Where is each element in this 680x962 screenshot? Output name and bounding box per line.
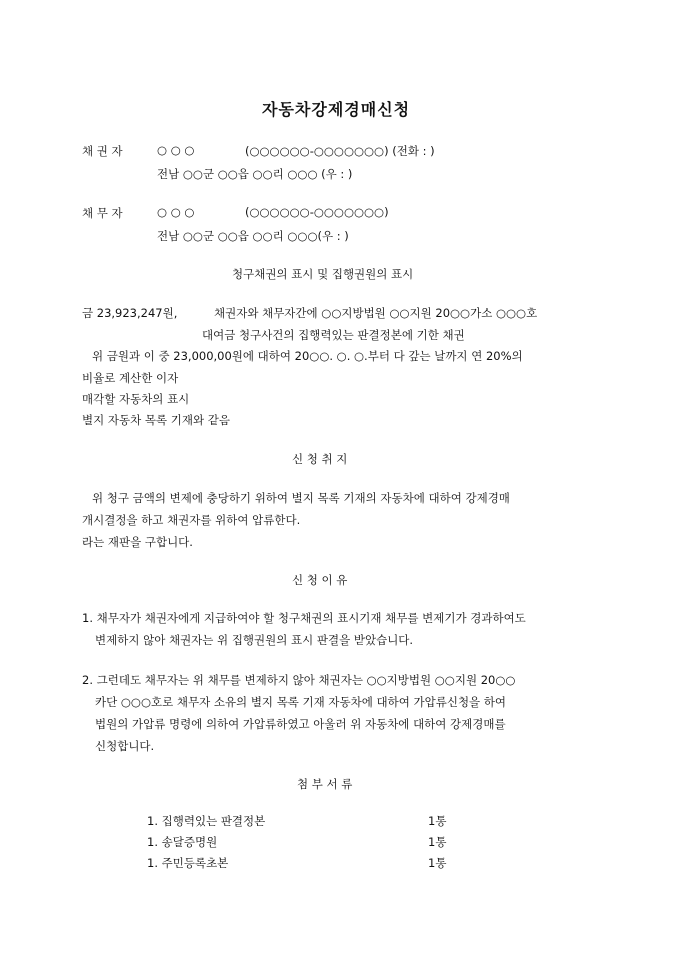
reason-item-1-line-2: 변제하지 않아 채권자는 위 집행권원의 표시 판결을 받았습니다. [95,633,414,647]
claim-amount: 금 23,923,247원, [82,306,178,320]
debtor-address: 전남 ○○군 ○○읍 ○○리 ○○○(우 : ) [157,229,349,243]
reason-heading: 신 청 이 유 [292,573,348,587]
attachment-item-count: 1통 [428,814,447,828]
vehicle-heading: 매각할 자동차의 표시 [82,392,190,406]
attachment-item-name: 1. 송달증명원 [147,835,218,849]
purpose-line-1: 위 청구 금액의 변제에 충당하기 위하여 별지 목록 기재의 자동차에 대하여 강제경매 [92,491,510,505]
vehicle-description: 별지 자동차 목록 기재와 같음 [82,413,230,427]
document-title: 자동차강제경매신청 [262,100,411,119]
claim-interest-line-1: 위 금원과 이 중 23,000,00원에 대하여 20○○. ○. ○.부터 다 갚는 날까지 연 20%의 [92,349,523,363]
attachment-item-name: 1. 주민등록초본 [147,856,229,870]
reason-item-2-line-3: 법원의 가압류 명령에 의하여 가압류하였고 아울러 위 자동차에 대하여 강제경매를 [95,717,506,731]
creditor-label: 채 권 자 [82,144,123,158]
purpose-line-3: 라는 재판을 구합니다. [82,535,193,549]
attachment-item-count: 1통 [428,856,447,870]
creditor-id-phone: (○○○○○○-○○○○○○○) (전화 : ) [245,144,435,158]
claim-description-line-1: 채권자와 채무자간에 ○○지방법원 ○○지원 20○○가소 ○○○호 [214,306,538,320]
claim-heading: 청구채권의 표시 및 집행권원의 표시 [232,267,414,281]
reason-item-2-line-1: 2. 그런데도 채무자는 위 채무를 변제하지 않아 채권자는 ○○지방법원 ○○지원 20○○ [82,673,516,687]
attachments-heading: 첨 부 서 류 [297,777,353,791]
claim-description-line-2: 대여금 청구사건의 집행력있는 판결정본에 기한 채권 [202,328,465,342]
debtor-id: (○○○○○○-○○○○○○○) [245,205,389,219]
attachment-item-name: 1. 집행력있는 판결정본 [147,814,266,828]
debtor-label: 채 무 자 [82,206,123,220]
purpose-heading: 신 청 취 지 [292,452,348,466]
purpose-line-2: 개시결정을 하고 채권자를 위하여 압류한다. [82,513,301,527]
debtor-name: ○ ○ ○ [157,205,195,219]
reason-item-2-line-4: 신청합니다. [95,739,155,753]
attachment-item-count: 1통 [428,835,447,849]
reason-item-1-line-1: 1. 채무자가 채권자에게 지급하여야 할 청구채권의 표시기재 채무를 변제기가 경과하여도 [82,611,526,625]
claim-interest-line-2: 비율로 계산한 이자 [82,371,179,385]
creditor-address: 전남 ○○군 ○○읍 ○○리 ○○○ (우 : ) [157,167,353,181]
reason-item-2-line-2: 카단 ○○○호로 채무자 소유의 별지 목록 기재 자동차에 대하여 가압류신청을 하여 [95,695,507,709]
creditor-name: ○ ○ ○ [157,143,195,157]
